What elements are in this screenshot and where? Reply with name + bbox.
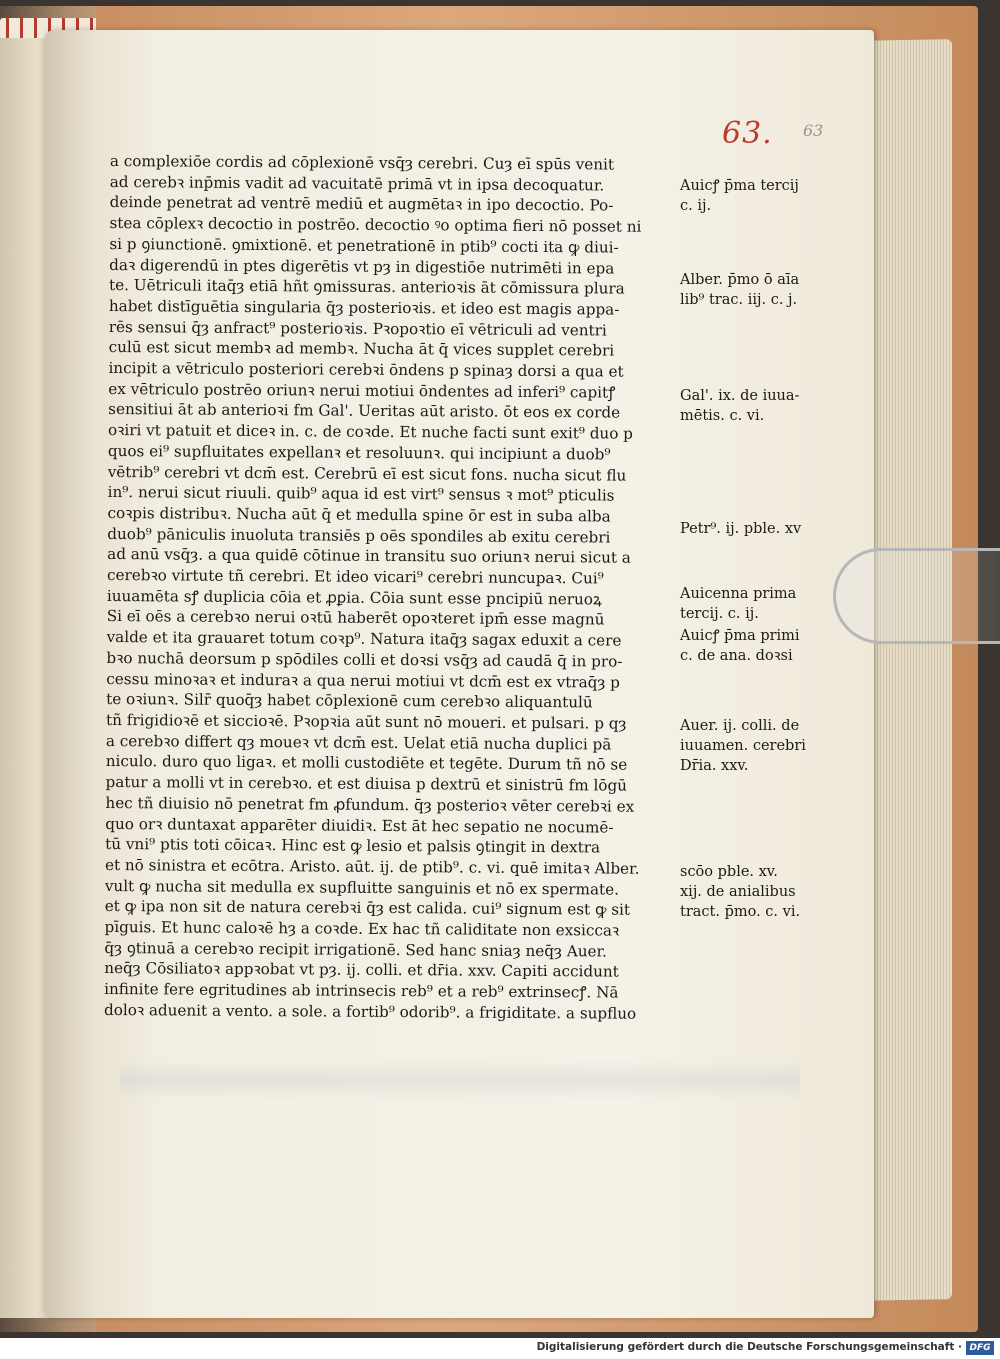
marginal-note-line: tercij. c. ij. — [680, 606, 759, 622]
text-line: si p ꝯiunctionē. ꝯmixtionē. et penetrationē in ptib⁹ cocti ita ꝙ diui- — [109, 234, 619, 257]
text-line: a complexiōe cordis ad cōplexionē vsq̄ȝ cerebri. Cuȝ eī spūs venit — [109, 151, 615, 174]
marginal-note — [680, 862, 820, 922]
text-line: valde et ita grauaret totum coꝛp⁹. Natura itaq̄ȝ sagax eduxit a cere — [106, 628, 622, 650]
marginal-note-line: Alber. p̄mo ō aīa — [680, 272, 800, 288]
footer — [0, 1338, 1000, 1359]
text-line: tñ frigidioꝛē et siccioꝛē. Pꝛopꝛia aūt sunt nō moueri. et pulsari. p qȝ — [105, 710, 627, 733]
text-line: cerebꝛo virtute tñ cerebri. Et ideo vicari⁹ cerebri nuncupaꝛ. Cui⁹ — [106, 566, 604, 588]
text-line: ex vētriculo postrēo oriunꝛ nerui motiui ōndentes ad inferi⁹ capitꝭ — [108, 379, 616, 402]
text-line: quos ei⁹ supfluitates expellanꝛ et resoluunꝛ. qui incipiunt a duob⁹ — [107, 441, 611, 464]
marginal-note-line: c. de ana. doꝛsi — [680, 648, 793, 664]
text-line: te oꝛiunꝛ. Silr̄ quoq̄ȝ habet cōplexionē cum cerebꝛo aliquantulū — [106, 690, 593, 712]
marginal-note — [680, 176, 820, 216]
marginal-note — [680, 386, 820, 426]
text-line: te. Uētriculi itaq̄ȝ etiā hñt ꝯmissuras. anterioꝛis āt cōmissura plura — [109, 276, 625, 298]
text-line: tū vni⁹ ptis toti cōicaꝛ. Hinc est ꝙ lesio et palsis ꝯtingit in dextra — [105, 835, 601, 857]
text-line: deinde penetrat ad ventrē mediū et augmētaꝛ in ipo decoctio. Po- — [109, 193, 614, 215]
text-line: vult ꝙ nucha sit medulla ex supfluitte sanguinis et nō ex spermate. — [104, 876, 620, 899]
folio-number-pencil: 63 — [803, 121, 824, 140]
text-line: incipit a vētriculo posteriori cerebꝛi ōndens p spinaȝ dorsi a qua et — [108, 359, 624, 381]
text-line: neq̄ȝ Cōsiliatoꝛ appꝛobat vt pȝ. ij. colli. et dr̄ia. xxv. Capiti accidunt — [104, 959, 619, 981]
text-line: doloꝛ aduenit a vento. a sole. a fortib⁹ odorib⁹. a frigiditate. a supfluo — [103, 1000, 637, 1023]
text-line: in⁹. nerui sicut riuuli. quib⁹ aqua id est virt⁹ sensus ꝛ mot⁹ pticulis — [107, 483, 615, 505]
text-line: q̄ȝ ꝯtinuā a cerebꝛo recipit irrigationē. Sed hanc sniaȝ neq̄ȝ Auer. — [104, 938, 607, 961]
body-text — [104, 151, 670, 1024]
marginal-note-line: Auer. ij. colli. de — [680, 718, 800, 734]
marginal-note — [680, 716, 820, 776]
marginal-note-line: mētis. c. vi. — [680, 408, 765, 424]
text-line: ad anū vsq̄ȝ. a qua quidē cōtinue in transitu suo oriunꝛ nerui sicut a — [107, 545, 631, 568]
page-clamp — [833, 548, 1000, 644]
text-line: a cerebꝛo differt qȝ moueꝛ vt dcm̄ est. Uelat etiā nucha duplici pā — [105, 731, 612, 754]
text-line: hec tñ diuisio nō penetrat fm ꝓfundum. q̄ȝ posterioꝛ vēter cerebꝛi ex — [105, 793, 635, 816]
dfg-logo: DFG — [966, 1341, 994, 1355]
marginal-note-line: Petr⁹. ij. pble. xv — [680, 521, 802, 537]
text-line: culū est sicut membꝛ ad membꝛ. Nucha āt q̄ vices supplet cerebri — [108, 338, 615, 360]
text-line: cessu minoꝛaꝛ et induraꝛ a qua nerui motiui vt dcm̄ est ex vtraq̄ȝ p — [106, 669, 620, 692]
marginal-note — [680, 626, 820, 666]
text-line: ad cerebꝛ inp̄mis vadit ad vacuitatē primā vt in ipsa decoquatur. — [109, 172, 605, 195]
marginal-note-line: iuuamen. cerebri — [680, 738, 806, 754]
text-line: et nō sinistra et ecōtra. Aristo. aūt. ij. de ptib⁹. c. vi. quē imitaꝛ Alber. — [104, 855, 640, 878]
text-line: niculo. duro quo ligaꝛ. et molli custodiēte et tegēte. Durum tñ nō se — [105, 752, 628, 775]
marginal-note — [680, 270, 820, 310]
text-line: bꝛo nuchā deorsum p spōdiles colli et doꝛsi vsq̄ȝ ad caudā q̄ in pro- — [106, 648, 623, 671]
text-line: patur a molli vt in cerebꝛo. et est diuisa p dextrū et sinistrū fm lōgū — [105, 773, 628, 795]
marginal-note-line: lib⁹ trac. iij. c. j. — [680, 292, 798, 308]
marginal-note-line: tract. p̄mo. c. vi. — [680, 904, 801, 920]
marginal-note-line: c. ij. — [680, 198, 712, 214]
marginal-note — [680, 584, 820, 624]
text-line: vētrib⁹ cerebri vt dcm̄ est. Cerebrū eī est sicut fons. nucha sicut flu — [107, 462, 627, 485]
show-through — [120, 1060, 800, 1100]
text-line: oꝛiri vt patuit et diceꝛ in. c. de coꝛde. Et nuche facti sunt exit⁹ duo p — [107, 421, 634, 443]
marginal-note-line: Auicꝭ p̄ma primi — [680, 628, 800, 644]
text-line: duob⁹ pāniculis inuoluta transiēs p oēs spondiles ab exitu cerebri — [107, 524, 611, 547]
folio-number-ink: 63. — [722, 116, 773, 151]
text-line: coꝛpis distribuꝛ. Nucha aūt q̄ et medulla spine ōr est in suba alba — [107, 503, 611, 526]
marginal-note-line: scōo pble. xv. — [680, 864, 778, 880]
text-line: iuuamēta sꝭ duplicia cōia et ꝓꝑia. Cōia sunt esse pncipiū neruoꝝ — [106, 586, 602, 609]
marginal-note-line: xij. de anialibus — [680, 884, 796, 900]
text-line: daꝛ digerendū in ptes digerētis vt pȝ in digestiōe nutrimēti in epa — [109, 255, 615, 278]
text-line: infinite fere egritudines ab intrinsecis reb⁹ et a reb⁹ extrinsecꝭ. Nā — [104, 980, 619, 1002]
marginal-note-line: Dr̄ia. xxv. — [680, 758, 749, 774]
funding-notice: Digitalisierung gefördert durch die Deutsche Forschungsgemeinschaft · — [536, 1341, 962, 1353]
text-line: et ꝙ ipa non sit de natura cerebꝛi q̄ȝ est calida. cui⁹ signum est ꝙ sit — [104, 897, 631, 919]
marginal-note-line: Auicꝭ p̄ma tercij — [680, 178, 799, 194]
marginal-note-line: Gal'. ix. de iuua- — [680, 388, 800, 404]
text-line: pīguis. Et hunc caloꝛē hȝ a coꝛde. Ex hac tñ caliditate non exsiccaꝛ — [104, 917, 620, 940]
text-line: rēs sensui q̄ȝ anfract⁹ posterioꝛis. Pꝛopoꝛtio eī vētriculi ad ventri — [108, 317, 607, 340]
text-line: sensitiui āt ab anterioꝛi fm Gal'. Ueritas aūt aristo. ōt eos ex corde — [108, 400, 621, 423]
text-line: stea cōplexꝛ decoctio in postrēo. decoctio ꝰo optima fieri nō posset ni — [109, 214, 642, 236]
text-line: quo orꝛ duntaxat apparēter diuidiꝛ. Est āt hec sepatio ne nocumē- — [105, 814, 614, 837]
text-line: Si eī oēs a cerebꝛo nerui oꝛtū haberēt opoꝛteret ipm̄ esse magnū — [106, 607, 605, 629]
marginal-note-line: Auicenna prima — [680, 586, 797, 602]
marginal-note — [680, 519, 820, 539]
text-line: habet distīguētia singularia q̄ȝ posterioꝛis. et ideo est magis appa- — [108, 296, 620, 319]
